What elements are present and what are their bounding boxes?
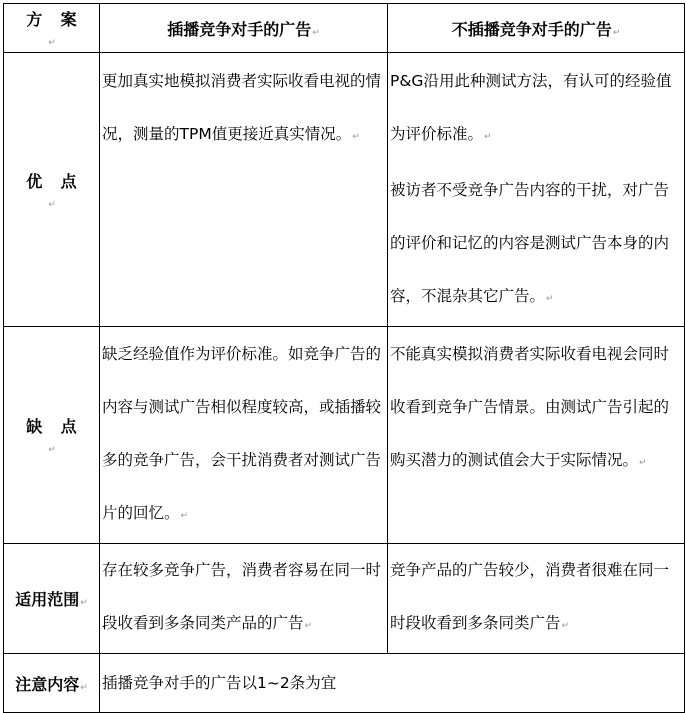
paragraph-mark-icon (48, 200, 56, 210)
table-row-disadvantages (4, 327, 685, 544)
header-with-competitor-label: 插播竞争对手的广告 (167, 19, 312, 39)
advantages-without-paragraph-1 (390, 55, 682, 164)
paragraph-mark-icon (613, 28, 621, 38)
paragraph-mark-icon (181, 511, 189, 521)
paragraph-mark-icon (352, 132, 360, 142)
paragraph-mark-icon (48, 38, 56, 48)
cell-scope-with-competitor (100, 544, 388, 654)
scope-label: 适用范围 (15, 590, 80, 609)
cell-advantages-with-competitor (100, 53, 388, 327)
disadvantages-label: 缺点 (26, 417, 96, 436)
disadvantages-without-text: 不能真实模拟消费者实际收看电视会同时收看到竞争广告情景。由测试广告引起的购买潜力的测试值会大于实际情况。 (390, 345, 670, 469)
paragraph-mark-icon (80, 598, 88, 608)
paragraph-mark-icon (305, 621, 313, 631)
paragraph-mark-icon (312, 28, 320, 38)
notes-label: 注意内容 (15, 674, 80, 694)
header-cell-without-competitor (388, 4, 685, 53)
cell-notes-text (100, 654, 685, 713)
table-row-notes (4, 654, 685, 713)
disadvantages-with-text: 缺乏经验值作为评价标准。如竞争广告的内容与测试广告相似程度较高，或插播较多的竞争广告，会干扰消费者对测试广告片的回忆。 (102, 345, 382, 522)
header-plan-label: 方案 (26, 10, 96, 29)
paragraph-mark-icon (48, 445, 56, 455)
advantages-without-text-2: 被访者不受竞争广告内容的干扰，对广告的评价和记忆的内容是测试广告本身的内容，不混杂其它广告。 (390, 181, 670, 305)
comparison-table (3, 3, 685, 713)
paragraph-mark-icon (639, 458, 647, 468)
header-cell-plan (4, 4, 100, 53)
header-cell-with-competitor (100, 4, 388, 53)
table-header-row (4, 4, 685, 53)
advantages-label: 优点 (26, 171, 96, 191)
paragraph-mark-icon (484, 132, 492, 142)
header-without-competitor-label: 不插播竞争对手的广告 (451, 19, 612, 39)
paragraph-mark-icon (546, 294, 554, 304)
cell-disadvantages-without-competitor (388, 327, 685, 544)
row-label-scope (4, 544, 100, 654)
advantages-without-paragraph-2 (390, 164, 682, 326)
row-label-advantages (4, 53, 100, 327)
cell-disadvantages-with-competitor (100, 327, 388, 544)
cell-advantages-without-competitor (388, 53, 685, 327)
paragraph-mark-icon (80, 683, 88, 693)
paragraph-mark-icon (562, 621, 570, 631)
advantages-with-text: 更加真实地模拟消费者实际收看电视的情况，测量的TPM值更接近真实情况。 (102, 72, 382, 143)
advantages-without-text-1: P&G沿用此种测试方法，有认可的经验值为评价标准。 (390, 72, 672, 143)
table-row-scope (4, 544, 685, 654)
table-row-advantages (4, 53, 685, 327)
row-label-notes (4, 654, 100, 713)
scope-with-text: 存在较多竞争广告，消费者容易在同一时段收看到多条同类产品的广告 (102, 561, 382, 632)
scope-without-text: 竞争产品的广告较少，消费者很难在同一时段收看到多条同类广告 (390, 561, 670, 632)
row-label-disadvantages (4, 327, 100, 544)
notes-text: 插播竞争对手的广告以1~2条为宜 (102, 673, 337, 692)
cell-scope-without-competitor (388, 544, 685, 654)
